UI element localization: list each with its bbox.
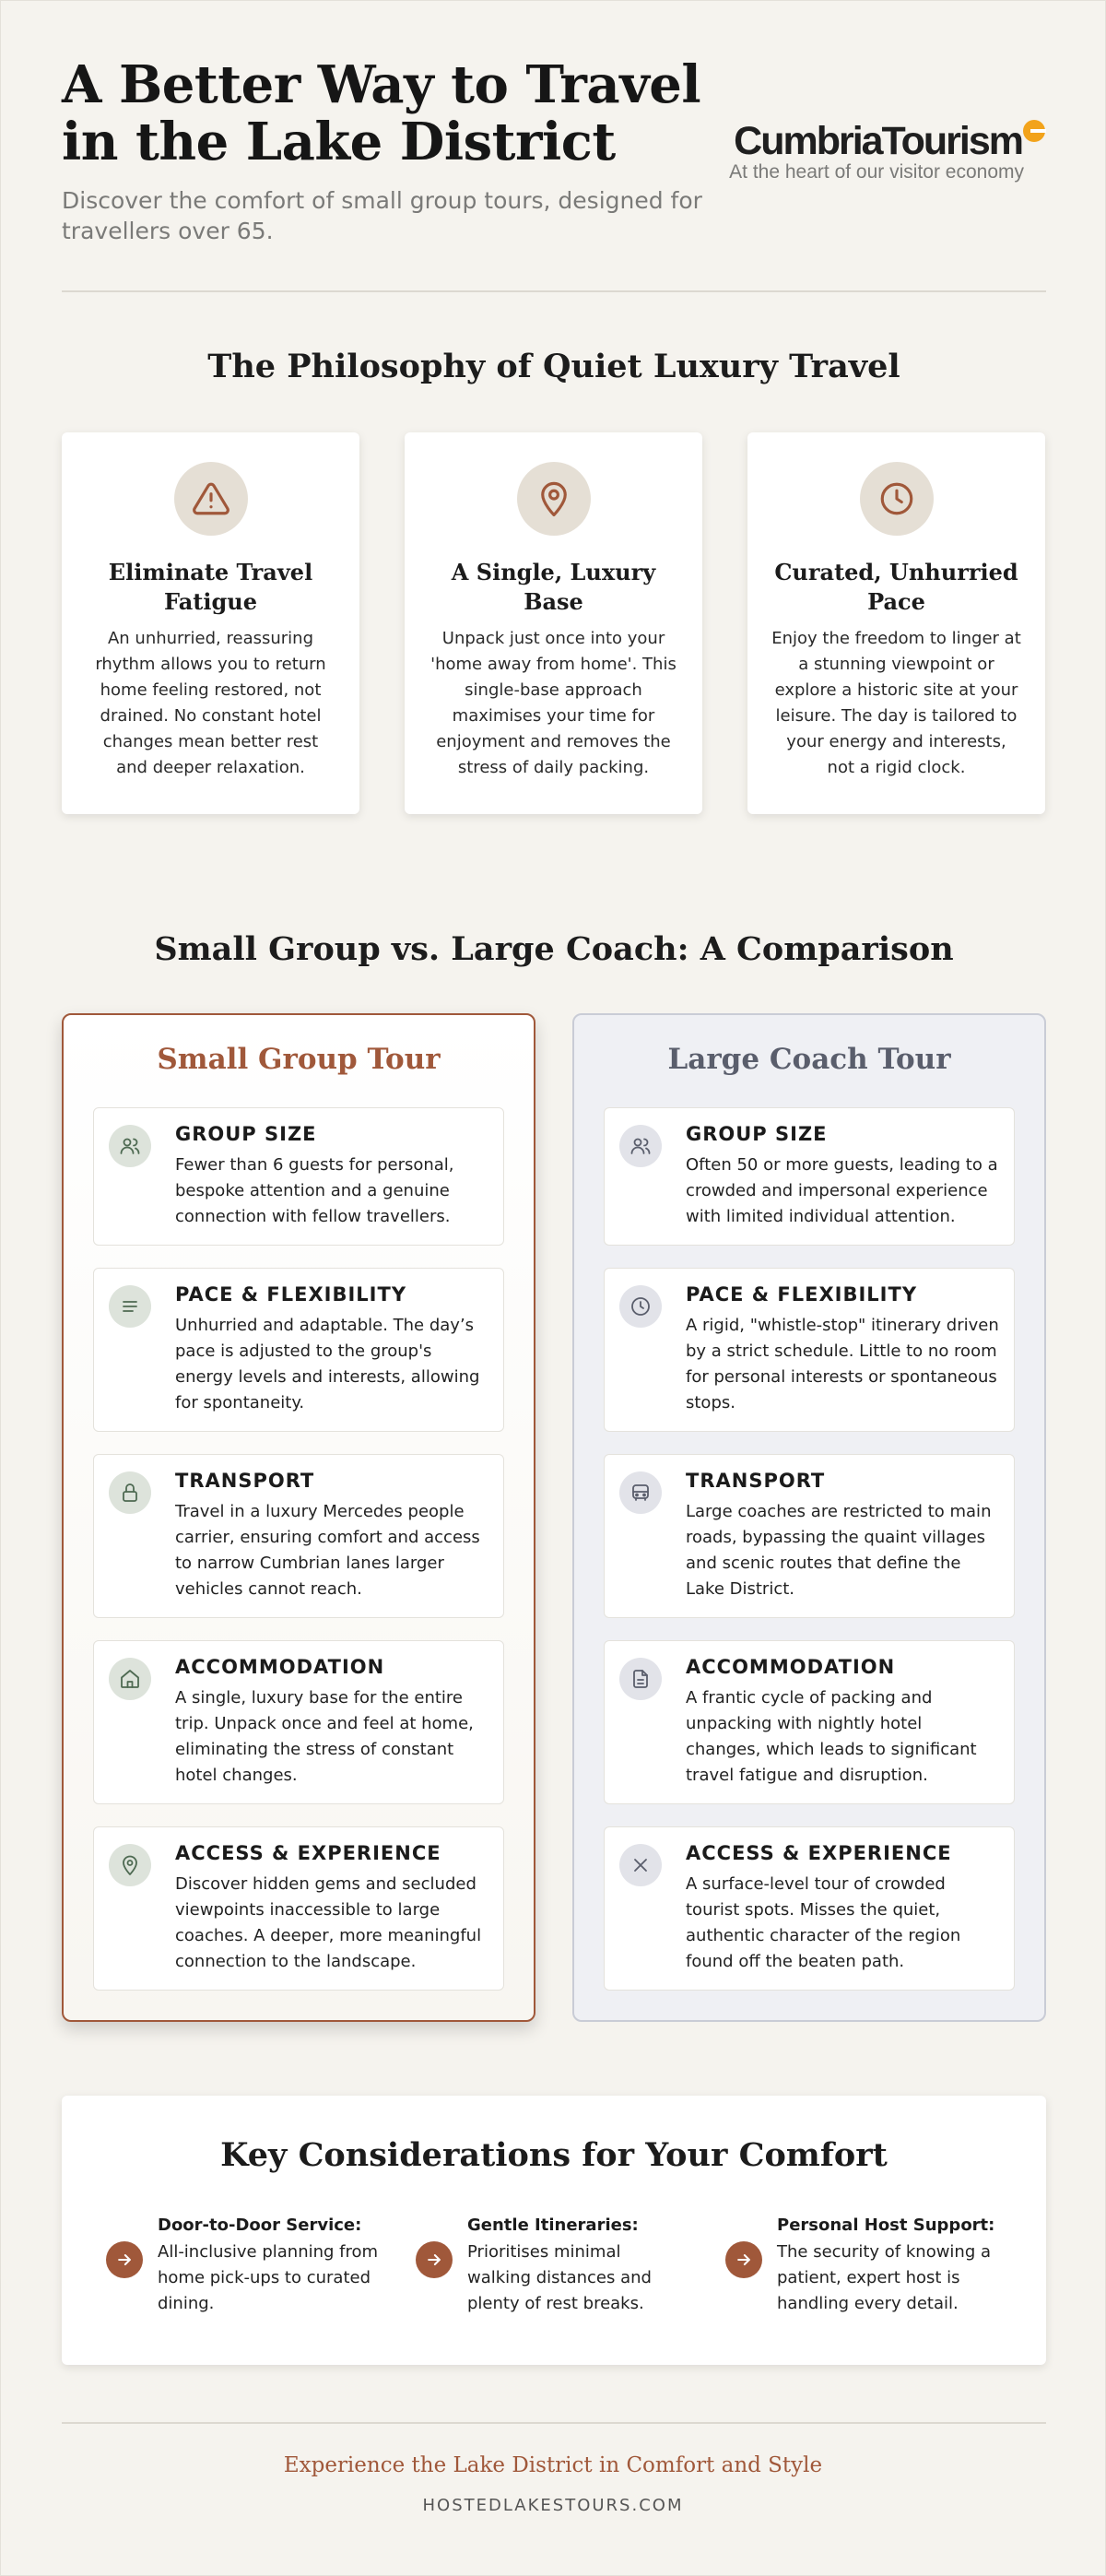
logo-mark-icon bbox=[1022, 119, 1046, 143]
close-icon bbox=[619, 1844, 662, 1886]
location-pin-icon bbox=[517, 462, 591, 536]
comparison-item bbox=[93, 1640, 504, 1804]
card-title: Eliminate Travel Fatigue bbox=[108, 559, 313, 615]
consideration-item bbox=[106, 2216, 401, 2326]
item-title: TRANSPORT bbox=[175, 1470, 315, 1492]
item-text: Fewer than 6 guests for personal, bespoke attention and a genuine connection with fellow travellers. bbox=[175, 1155, 454, 1226]
lock-icon bbox=[109, 1471, 151, 1514]
comparison-title: Small Group vs. Large Coach: A Comparison bbox=[154, 930, 954, 968]
philosophy-title: The Philosophy of Quiet Luxury Travel bbox=[207, 348, 900, 385]
item-text: A surface-level tour of crowded tourist spots. Misses the quiet, authentic character of the region found off the beaten path. bbox=[686, 1874, 961, 1971]
item-text: A single, luxury base for the entire trip. Unpack once and feel at home, eliminating the stress of constant hotel changes. bbox=[175, 1688, 474, 1785]
clock-icon bbox=[860, 462, 934, 536]
philosophy-card bbox=[62, 432, 359, 814]
item-text: Large coaches are restricted to main roads, bypassing the quaint villages and scenic routes that define the Lake District. bbox=[686, 1502, 992, 1599]
item-title: ACCOMMODATION bbox=[686, 1656, 896, 1678]
item-title: GROUP SIZE bbox=[686, 1123, 828, 1145]
website-link[interactable]: HOSTEDLAKESTOURS.COM bbox=[422, 2496, 684, 2515]
comparison-item bbox=[93, 1268, 504, 1432]
item-title: TRANSPORT bbox=[686, 1470, 826, 1492]
bus-icon bbox=[619, 1471, 662, 1514]
clock-icon bbox=[619, 1285, 662, 1328]
consideration-text: Prioritises minimal walking distances and plenty of rest breaks. bbox=[467, 2242, 652, 2313]
logo-wordmark: CumbriaTourism bbox=[734, 119, 1022, 163]
item-title: ACCESS & EXPERIENCE bbox=[686, 1842, 952, 1864]
item-text: Discover hidden gems and secluded viewpoints inaccessible to large coaches. A deeper, more meaningful connection to the landscape. bbox=[175, 1874, 482, 1971]
comparison-item bbox=[604, 1826, 1015, 1991]
comparison-item bbox=[604, 1454, 1015, 1618]
card-text: Unpack just once into your 'home away from home'. This single-base approach maximises your time for enjoyment and removes the stress of daily packing. bbox=[430, 629, 677, 777]
item-title: GROUP SIZE bbox=[175, 1123, 317, 1145]
key-considerations-title: Key Considerations for Your Comfort bbox=[220, 2136, 888, 2174]
users-icon bbox=[109, 1125, 151, 1167]
item-text: Travel in a luxury Mercedes people carrier, ensuring comfort and access to narrow Cumbrian lanes larger vehicles cannot reach. bbox=[175, 1502, 480, 1599]
consideration-text: All-inclusive planning from home pick-ups to curated dining. bbox=[158, 2242, 379, 2313]
title-line-2: in the Lake District bbox=[62, 112, 616, 172]
consideration-text: The security of knowing a patient, expert host is handling every detail. bbox=[777, 2242, 992, 2313]
arrow-right-icon bbox=[416, 2241, 453, 2278]
item-title: PACE & FLEXIBILITY bbox=[686, 1283, 918, 1306]
title-line-1: A Better Way to Travel bbox=[62, 54, 701, 115]
consideration-item bbox=[416, 2216, 711, 2326]
page-title bbox=[62, 56, 725, 171]
document-icon bbox=[619, 1658, 662, 1700]
small-group-panel bbox=[62, 1013, 535, 2022]
consideration-label: Door-to-Door Service: bbox=[158, 2216, 362, 2235]
comparison-item bbox=[93, 1826, 504, 1991]
consideration-label: Personal Host Support: bbox=[777, 2216, 995, 2235]
large-coach-panel bbox=[572, 1013, 1046, 2022]
item-title: ACCESS & EXPERIENCE bbox=[175, 1842, 441, 1864]
item-title: ACCOMMODATION bbox=[175, 1656, 385, 1678]
key-considerations bbox=[62, 2096, 1046, 2365]
card-text: An unhurried, reassuring rhythm allows you to return home feeling restored, not drained. No constant hotel changes mean better rest and deeper relaxation. bbox=[95, 629, 326, 777]
comparison-item bbox=[604, 1640, 1015, 1804]
card-text: Enjoy the freedom to linger at a stunning viewpoint or explore a historic site at your leisure. The day is tailored to your energy and interests, not a rigid clock. bbox=[771, 629, 1021, 777]
panel-title: Small Group Tour bbox=[157, 1043, 441, 1076]
cumbria-tourism-logo bbox=[724, 119, 1046, 193]
consideration-label: Gentle Itineraries: bbox=[467, 2216, 639, 2235]
philosophy-card bbox=[405, 432, 702, 814]
item-text: A rigid, "whistle-stop" itinerary driven by a strict schedule. Little to no room for personal interests or spontaneous stops. bbox=[686, 1316, 999, 1412]
header bbox=[62, 56, 1046, 291]
lines-icon bbox=[109, 1285, 151, 1328]
item-text: Often 50 or more guests, leading to a crowded and impersonal experience with limited individual attention. bbox=[686, 1155, 998, 1226]
page-subtitle bbox=[62, 185, 707, 246]
divider bbox=[62, 2422, 1046, 2424]
comparison-item bbox=[604, 1268, 1015, 1432]
divider bbox=[62, 290, 1046, 292]
subtitle-line-1: Discover the comfort of small group tours, designed for bbox=[62, 187, 702, 214]
comparison-item bbox=[93, 1454, 504, 1618]
location-pin-icon bbox=[109, 1844, 151, 1886]
philosophy-card bbox=[747, 432, 1045, 814]
warning-icon bbox=[174, 462, 248, 536]
item-text: A frantic cycle of packing and unpacking with nightly hotel changes, which leads to significant travel fatigue and disruption. bbox=[686, 1688, 977, 1785]
arrow-right-icon bbox=[725, 2241, 762, 2278]
subtitle-line-2: travellers over 65. bbox=[62, 218, 274, 244]
item-title: PACE & FLEXIBILITY bbox=[175, 1283, 407, 1306]
item-text: Unhurried and adaptable. The day’s pace is adjusted to the group's energy levels and interests, allowing for spontaneity. bbox=[175, 1316, 480, 1412]
consideration-item bbox=[725, 2216, 1020, 2326]
card-title: Curated, Unhurried Pace bbox=[774, 559, 1018, 615]
arrow-right-icon bbox=[106, 2241, 143, 2278]
logo-tagline: At the heart of our visitor economy bbox=[729, 161, 1024, 183]
panel-title: Large Coach Tour bbox=[667, 1043, 951, 1076]
home-icon bbox=[109, 1658, 151, 1700]
footer-tagline: Experience the Lake District in Comfort and Style bbox=[283, 2453, 823, 2477]
comparison-item bbox=[93, 1107, 504, 1246]
comparison-item bbox=[604, 1107, 1015, 1246]
users-icon bbox=[619, 1125, 662, 1167]
card-title: A Single, Luxury Base bbox=[451, 559, 656, 615]
